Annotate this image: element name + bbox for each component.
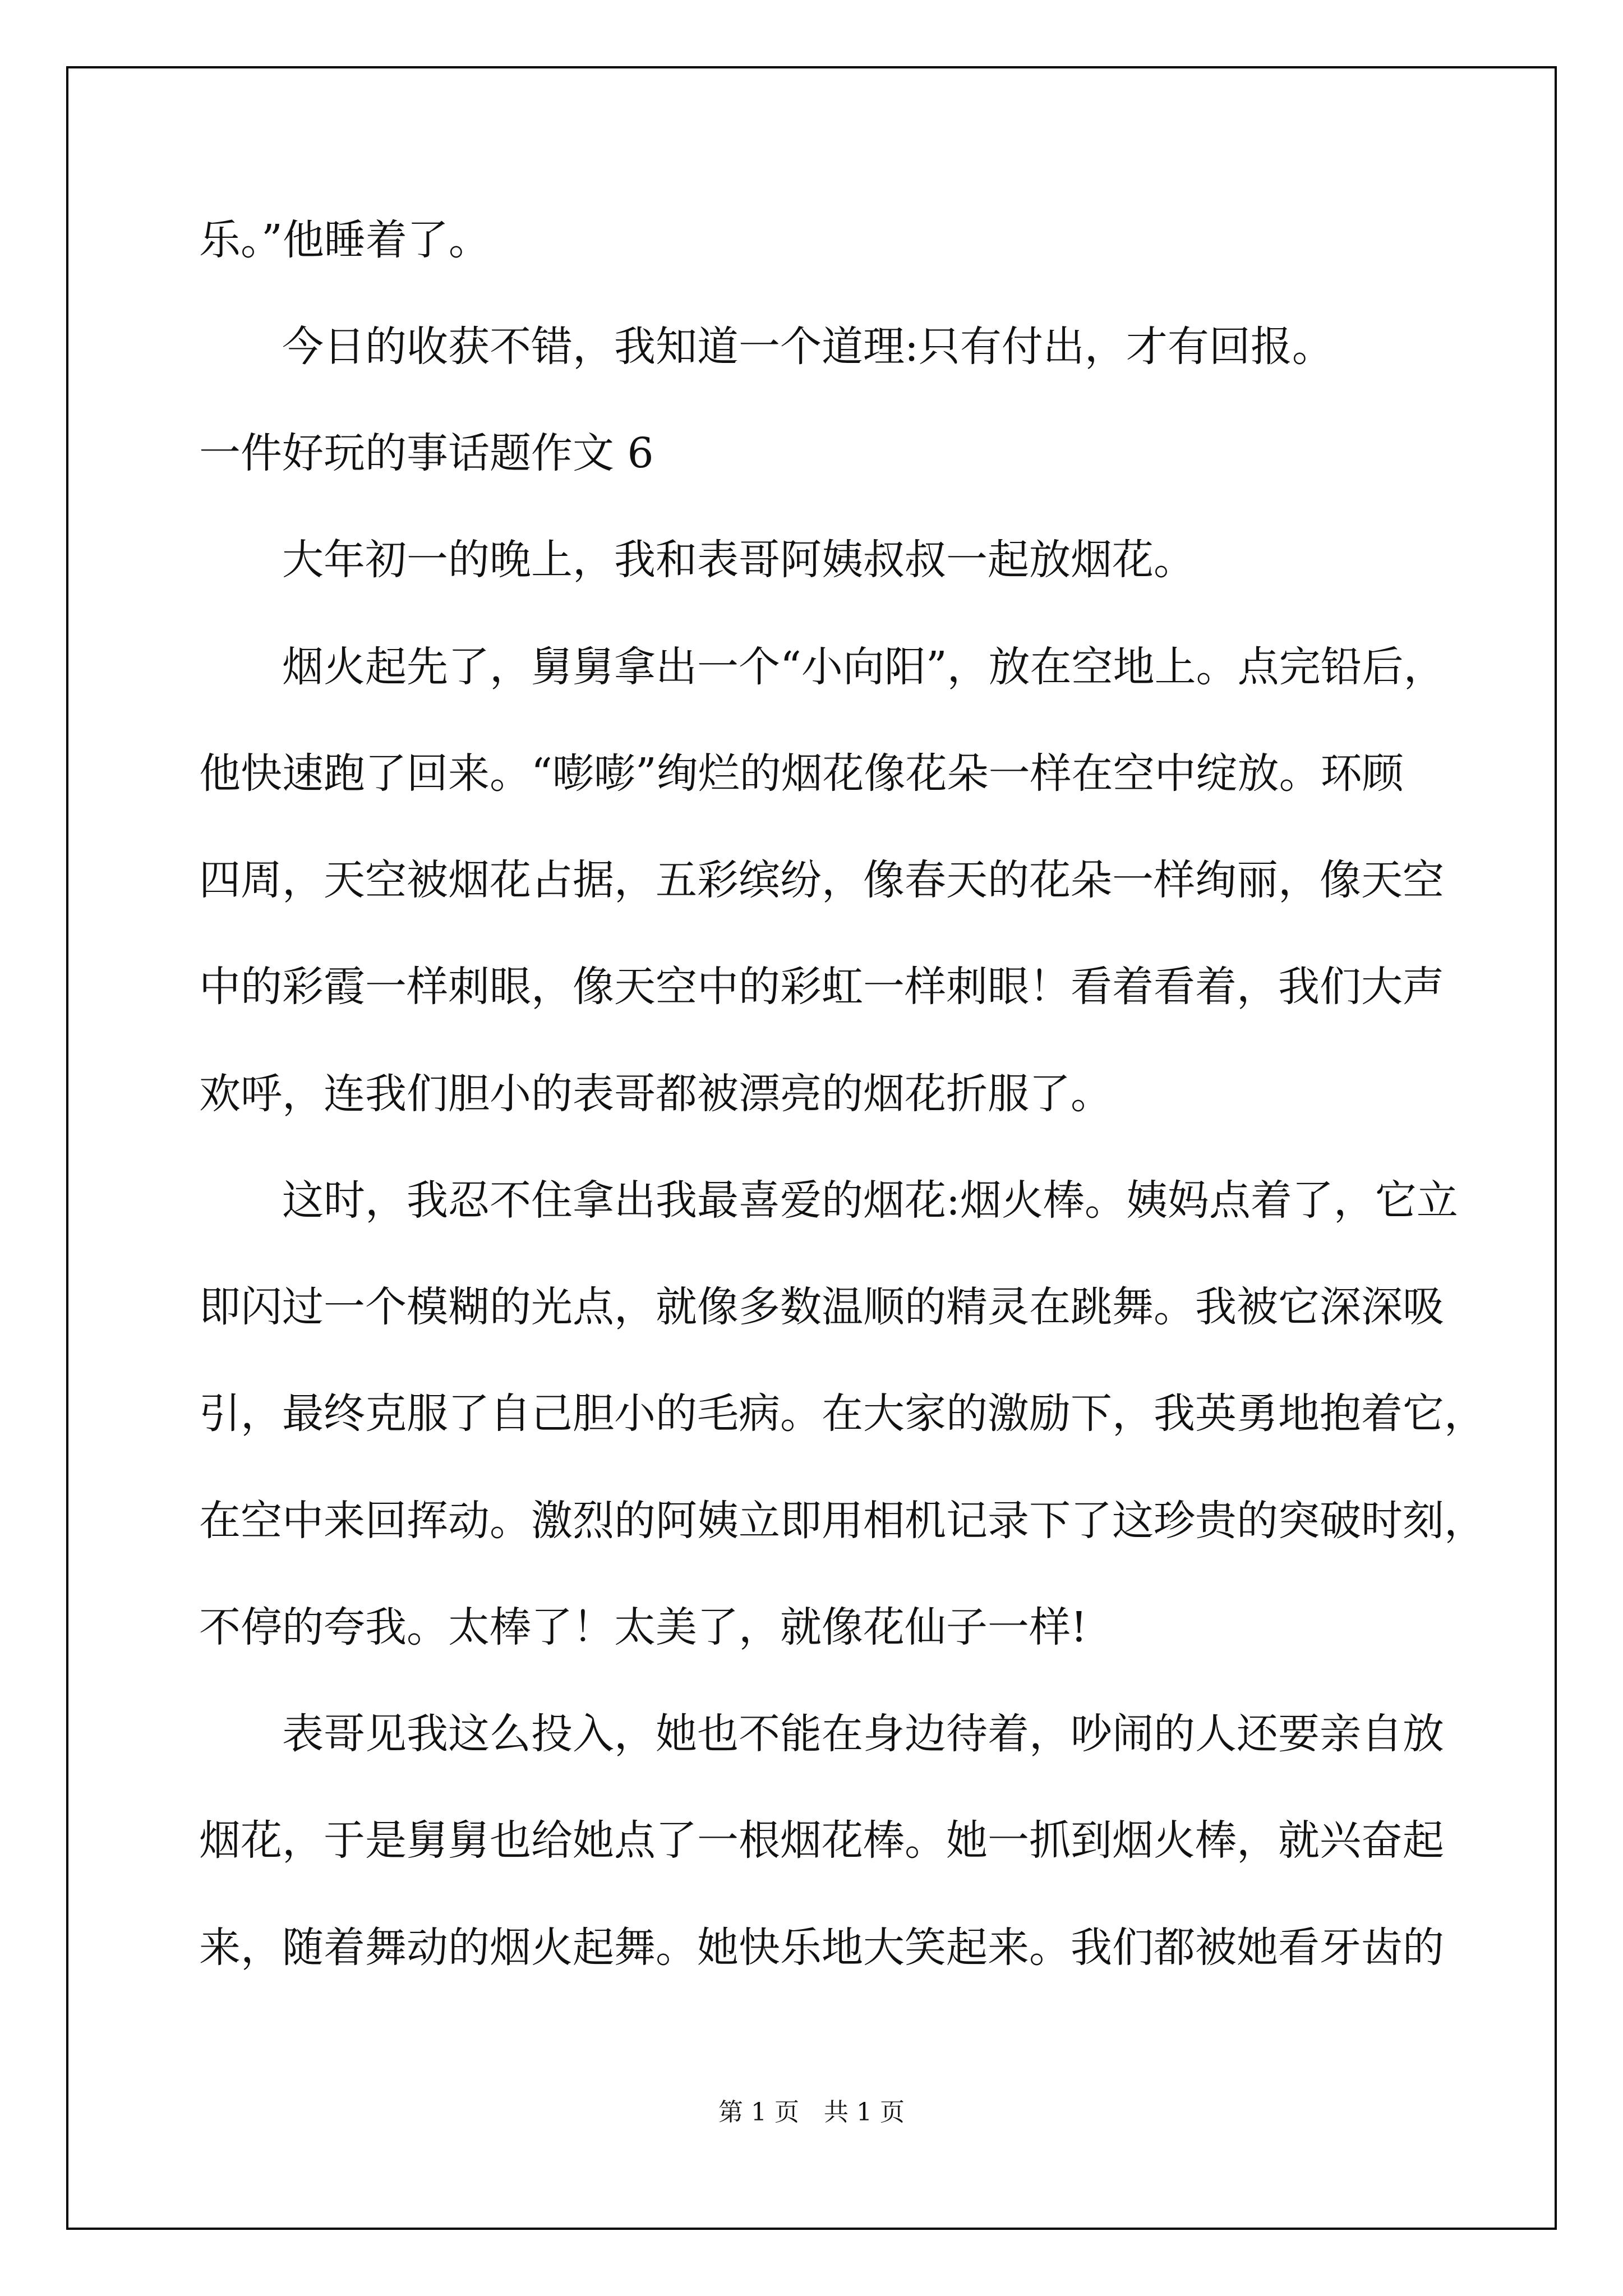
- text-line: 他快速跑了回来。“嘭嘭”绚烂的烟花像花朵一样在空中绽放。环顾: [199, 749, 1404, 798]
- text-line: 烟花，于是舅舅也给她点了一根烟花棒。她一抓到烟火棒，就兴奋起: [199, 1816, 1444, 1865]
- text-line: 烟火起先了，舅舅拿出一个“小向阳”，放在空地上。点完铅后，: [282, 643, 1445, 691]
- text-line: 欢呼，连我们胆小的表哥都被漂亮的烟花折服了。: [199, 1070, 1112, 1118]
- text-line: 在空中来回挥动。激烈的阿姨立即用相机记录下了这珍贵的突破时刻，: [199, 1497, 1486, 1545]
- text-line: 大年初一的晚上，我和表哥阿姨叔叔一起放烟花。: [282, 536, 1195, 584]
- text-line: 四周，天空被烟花占据，五彩缤纷，像春天的花朵一样绚丽，像天空: [199, 856, 1444, 904]
- text-line: 乐。”他睡着了。: [199, 216, 490, 264]
- text-line: 表哥见我这么投入，她也不能在身边待着，吵闹的人还要亲自放: [282, 1710, 1444, 1758]
- text-line: 引，最终克服了自己胆小的毛病。在大家的激励下，我英勇地抱着它，: [199, 1389, 1486, 1438]
- text-line: 今日的收获不错，我知道一个道理:只有付出，才有回报。: [282, 323, 1334, 371]
- text-line: 即闪过一个模糊的光点，就像多数温顺的精灵在跳舞。我被它深深吸: [199, 1283, 1444, 1331]
- text-line: 这时，我忍不住拿出我最喜爱的烟花:烟火棒。姨妈点着了，它立: [282, 1176, 1458, 1225]
- text-line: 不停的夸我。太棒了！太美了，就像花仙子一样!: [199, 1603, 1087, 1651]
- page-number: 第 1 页 共 1 页: [718, 2098, 905, 2127]
- text-line: 来，随着舞动的烟火起舞。她快乐地大笑起来。我们都被她看牙齿的: [199, 1924, 1444, 1972]
- text-line: 中的彩霞一样刺眼，像天空中的彩虹一样刺眼！看着看着，我们大声: [199, 963, 1444, 1011]
- section-heading: 一件好玩的事话题作文 6: [199, 429, 654, 477]
- page-border: [66, 66, 1557, 2230]
